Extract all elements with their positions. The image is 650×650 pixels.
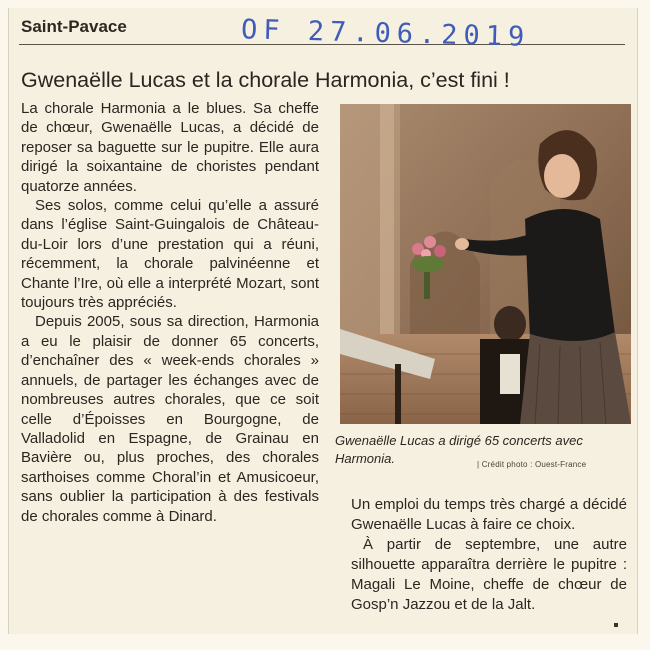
paragraph: La chorale Harmonia a le blues. Sa cheffe de chœur, Gwenaëlle Lucas, a décidé de reposer sa baguette sur le pupitre. Elle aura dirigé la soixantaine de choristes pendant quatorze années. <box>21 100 319 195</box>
paragraph: Un emploi du temps très chargé a décidé Gwenaëlle Lucas à faire ce choix. <box>351 496 627 533</box>
choir-conductor-photo <box>340 104 631 424</box>
article-end-mark <box>614 623 618 627</box>
section-heading: Saint-Pavace <box>21 17 127 36</box>
handwritten-date-note: OF 27.06.2019 <box>240 14 531 53</box>
photo-credit: | Crédit photo : Ouest-France <box>477 460 587 469</box>
paragraph: Depuis 2005, sous sa direction, Harmonia a eu le plaisir de donner 65 concerts, d’enchaîner des « week-ends chorales » annuels, de partager les échanges avec de nombreuses autres chorales, que ce soit celle d’Époisses en Bourgogne, de Valladolid en Espagne, de Grainau en Bavière ou, plus proches, des chorales sarthoises comme Choral’in et Amusicoeur, sans oublier la participation à des festivals de chorales comme à Dinard. <box>21 313 319 525</box>
article-photo <box>340 104 631 424</box>
article-body-left <box>21 99 319 526</box>
newspaper-clipping <box>8 8 638 634</box>
paragraph: Ses solos, comme celui qu’elle a assuré dans l’église Saint-Guingalois de Château-du-Loir lors d’une prestation qui a réuni, récemment, la chorale palvinéenne et Chante l’Ire, où elle a interprété Mozart, sont toujours très appréciés. <box>21 197 319 312</box>
photo-caption: Gwenaëlle Lucas a dirigé 65 concerts avec Harmonia. <box>335 433 583 466</box>
article-title: Gwenaëlle Lucas et la chorale Harmonia, c’est fini ! <box>21 68 510 92</box>
article-body-right <box>351 495 627 615</box>
paragraph: À partir de septembre, une autre silhouette apparaîtra derrière le pupitre : Magali Le Moine, cheffe de chœur de Gosp’n Jazzou et de la Jalt. <box>351 536 627 613</box>
